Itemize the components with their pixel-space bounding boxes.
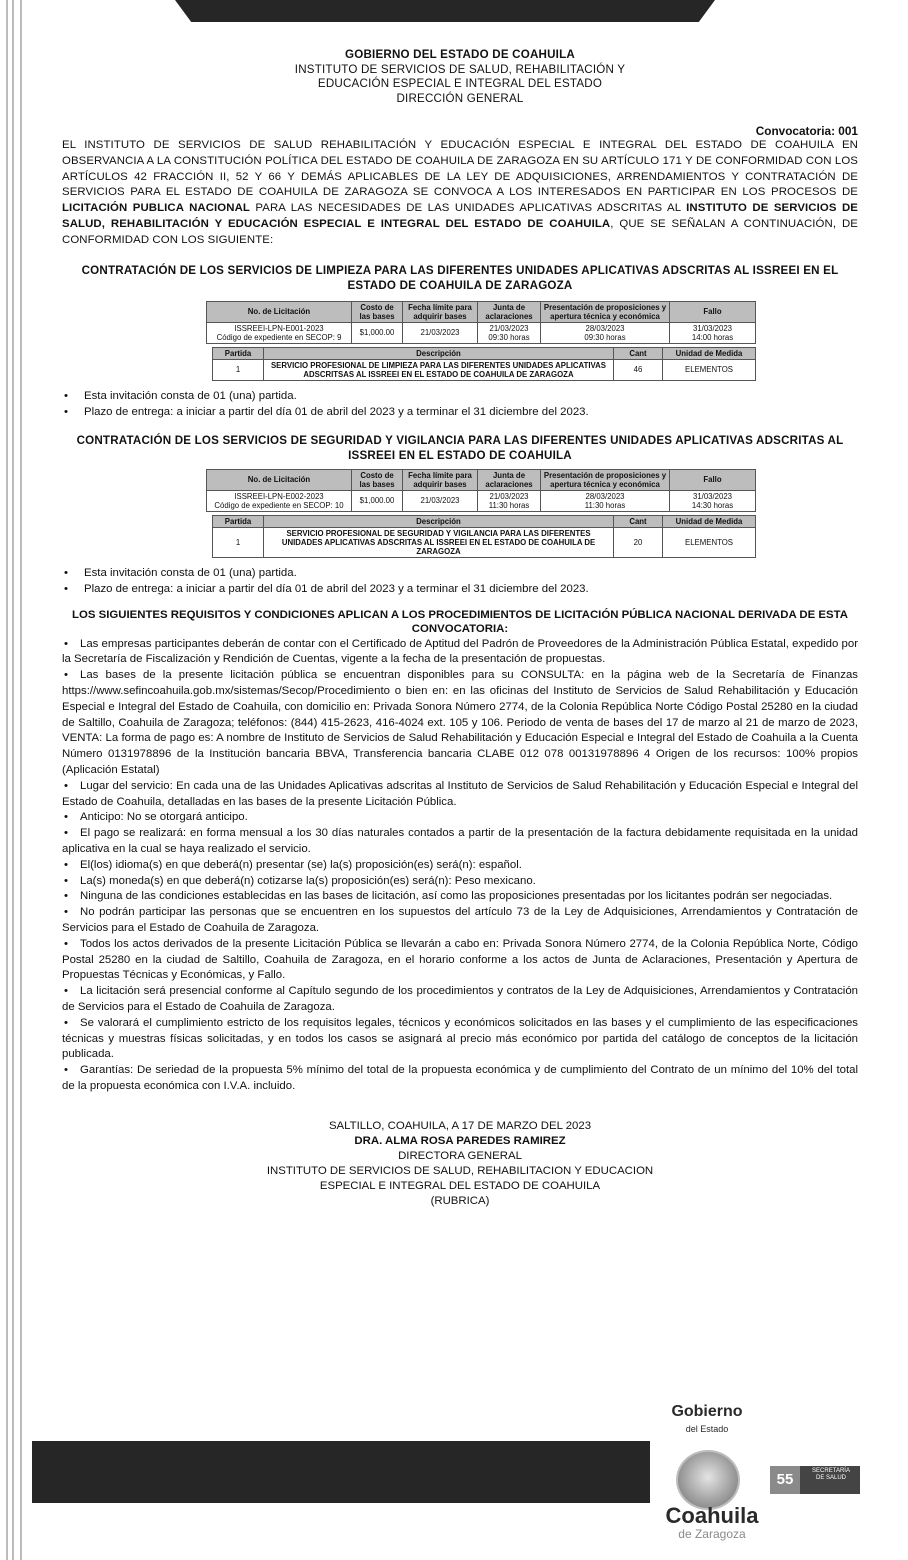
header-institute-2: EDUCACIÓN ESPECIAL E INTEGRAL DEL ESTADO bbox=[317, 77, 603, 90]
secretaria-badge: SECRETARÍA DE SALUD bbox=[812, 1468, 850, 1481]
list-item: • El(los) idioma(s) en que deberá(n) presentar (se) la(s) proposición(es) será(n): español. bbox=[62, 858, 858, 874]
table-cell bbox=[670, 490, 756, 511]
junta-date: 21/03/2023 bbox=[489, 491, 529, 501]
coahuila-logo-text: Coahuila bbox=[665, 1503, 759, 1528]
intro-text: EL INSTITUTO DE SERVICIOS DE SALUD REHABILITACIÓN Y EDUCACIÓN ESPECIAL E INTEGRAL DEL ESTADO DE COAHUILA EN OBSERVANCIA A LA CONSTITUCIÓN POLÍTICA DEL ESTADO DE COAHUILA DE ZARAGOZA EN SU ARTÍCULO 171 Y DE CONFORMIDAD CON LOS ARTÍCULOS 42 FRACCIÓN II, 52 Y 66 Y DEMÁS APLICABLES DE LA LEY DE ADQUISICIONES, ARRENDAMIENTOS Y CONTRATACIÓN DE SERVICIOS PARA EL ESTADO DE COAHUILA DE ZARAGOZA SE CONVOCA A LOS INTERESADOS EN PARTICIPAR EN LOS PROCESOS DE bbox=[62, 139, 858, 199]
junta-time: 09:30 horas bbox=[488, 332, 530, 342]
signer-name: DRA. ALMA ROSA PAREDES RAMIREZ bbox=[354, 1134, 566, 1147]
col-header: Partida bbox=[213, 347, 264, 359]
requirements-list bbox=[62, 637, 858, 1095]
table-row bbox=[207, 490, 756, 511]
col-header: Unidad de Medida bbox=[663, 347, 756, 359]
expediente-code: Código de expediente en SECOP: 10 bbox=[214, 500, 344, 510]
col-header: No. de Licitación bbox=[207, 469, 352, 490]
list-item: • Garantías: De seriedad de la propuesta 5% mínimo del total de la propuesta económica y de cumplimiento del Contrato de un mínimo del 10% del total de la propuesta económica con I.V.A. incluido. bbox=[62, 1063, 858, 1095]
col-header: Fallo bbox=[670, 301, 756, 322]
header-government: GOBIERNO DEL ESTADO DE COAHUILA bbox=[345, 48, 575, 61]
licitacion-number: ISSREEI-LPN-E002-2023 bbox=[234, 491, 324, 501]
fallo-date: 31/03/2023 bbox=[692, 323, 733, 333]
presentacion-date: 28/03/2023 bbox=[585, 491, 625, 501]
list-item: • Las bases de la presente licitación pública se encuentran disponibles para su CONSULTA: en la página web de la Secretaría de Finanzas https://www.sefincoahuila.gob.mx/sistemas/Secop/Procedimiento o bien en: en las oficinas del Instituto de Servicios de Salud Rehabilitación y Educación Especial e Integral del Estado de Coahuila, con domicilio en: Privada Sonora Número 2774, de la Colonia República Norte Código Postal 25280 en la ciudad de Saltillo, Coahuila de Zaragoza; teléfonos: (844) 415-2623, 416-4024 ext. 105 y 106. Periodo de venta de bases del 17 de marzo al 21 de marzo de 2023, VENTA: La forma de pago es: A nombre de Instituto de Servicios de Salud Rehabilitación y Educación Especial e Integral del Estado de Coahuila a la Cuenta Número 0131978896 de la Institución bancaria BBVA, Transferencia bancaria CLABE 012 078 00131978896 4 Origen de los recursos: 100% propios (Aplicación Estatal) bbox=[62, 668, 858, 779]
table-row bbox=[213, 527, 756, 557]
col-header: Unidad de Medida bbox=[663, 515, 756, 527]
presentacion-date: 28/03/2023 bbox=[585, 323, 625, 333]
col-header: Junta de aclaraciones bbox=[478, 301, 541, 322]
list-item: • No podrán participar las personas que se encuentren en los supuestos del artículo 73 de la Ley de Adquisiciones, Arrendamientos y Contratación de Servicios para el Estado de Coahuila de Zaragoza. bbox=[62, 905, 858, 937]
fallo-time: 14:00 horas bbox=[691, 332, 734, 342]
section-notes bbox=[62, 389, 858, 421]
table-cell: 21/03/2023 bbox=[403, 322, 478, 343]
list-item: • Esta invitación consta de 01 (una) partida. bbox=[62, 389, 858, 405]
document-page bbox=[62, 48, 858, 1209]
gobierno-logo bbox=[662, 1404, 752, 1437]
table-cell bbox=[478, 322, 541, 343]
table-cell bbox=[207, 490, 352, 511]
list-item: • Lugar del servicio: En cada una de las Unidades Aplicativas adscritas al Instituto de Servicios de Salud Rehabilitación y Educación Especial e Integral del Estado de Coahuila, detalladas en las bases de la presente Licitación Pública. bbox=[62, 779, 858, 811]
partida-table bbox=[212, 347, 756, 381]
table-cell: SERVICIO PROFESIONAL DE SEGURIDAD Y VIGILANCIA PARA LAS DIFERENTES UNIDADES APLICATIVAS ADSCRITAS AL ISSREEI EN EL ESTADO DE COAHUILA DE ZARAGOZA bbox=[264, 527, 614, 557]
list-item: • Anticipo: No se otorgará anticipo. bbox=[62, 810, 858, 826]
table-cell: 21/03/2023 bbox=[403, 490, 478, 511]
col-header: Presentación de proposiciones y apertura técnica y económica bbox=[541, 469, 670, 490]
col-header: Costo de las bases bbox=[352, 301, 403, 322]
table-cell bbox=[670, 322, 756, 343]
footer-band bbox=[32, 1441, 650, 1503]
col-header: Fecha límite para adquirir bases bbox=[403, 469, 478, 490]
col-header: Cant bbox=[614, 347, 663, 359]
table-cell: 20 bbox=[614, 527, 663, 557]
table-header-row bbox=[207, 469, 756, 490]
table-cell bbox=[541, 322, 670, 343]
header-institute: INSTITUTO DE SERVICIOS DE SALUD, REHABILITACIÓN Y bbox=[294, 62, 626, 76]
list-item: • La licitación será presencial conforme al Capítulo segundo de los procedimientos y contratos de la Ley de Adquisiciones, Arrendamientos y Contratación de Servicios para el Estado de Coahuila de Zaragoza. bbox=[62, 984, 858, 1016]
list-item: • Todos los actos derivados de la presente Licitación Pública se llevarán a cabo en: Privada Sonora Número 2774, de la Colonia República Norte, Código Postal 25280 en la ciudad de Saltillo, Coahuila de Zaragoza, en el horario conforme a los actos de Junta de Aclaraciones, Presentación y Apertura de Propuestas Técnicas y Económicas, y Fallo. bbox=[62, 937, 858, 984]
col-header: Descripción bbox=[264, 515, 614, 527]
logo-text: Gobierno bbox=[671, 1403, 743, 1420]
list-item: • Las empresas participantes deberán de contar con el Certificado de Aptitud del Padrón de Proveedores de la Administración Pública Estatal, expedido por la Secretaría de Fiscalización y Rendición de Cuentas, vigente a la fecha de la presentación de propuestas. bbox=[62, 637, 858, 669]
list-item: • Se valorará el cumplimiento estricto de los requisitos legales, técnicos y económicos solicitados en las bases y el cumplimiento de las especificaciones técnicas y muestras físicas solicitadas, y en todos los casos se asignará al precio más económico por partida del catálogo de conceptos de la licitación publicada. bbox=[62, 1016, 858, 1063]
table-row bbox=[213, 359, 756, 380]
table-cell bbox=[541, 490, 670, 511]
intro-text: PARA LAS NECESIDADES DE LAS UNIDADES APLICATIVAS ADSCRITAS AL bbox=[249, 202, 687, 215]
table-cell: 1 bbox=[213, 527, 264, 557]
fallo-date: 31/03/2023 bbox=[692, 491, 733, 501]
page-number-badge: 55 bbox=[770, 1466, 800, 1494]
list-item: • Plazo de entrega: a iniciar a partir del día 01 de abril del 2023 y a terminar el 31 diciembre del 2023. bbox=[62, 582, 858, 598]
section-title: CONTRATACIÓN DE LOS SERVICIOS DE LIMPIEZA PARA LAS DIFERENTES UNIDADES APLICATIVAS ADSCRITAS AL ISSREEI EN EL ESTADO DE COAHUILA DE ZARAGOZA bbox=[81, 263, 839, 292]
col-header: Descripción bbox=[264, 347, 614, 359]
table-cell: $1,000.00 bbox=[352, 322, 403, 343]
table-cell: ELEMENTOS bbox=[663, 527, 756, 557]
tender-table bbox=[206, 469, 756, 512]
col-header: Cant bbox=[614, 515, 663, 527]
table-header-row bbox=[213, 515, 756, 527]
signer-role: DIRECTORA GENERAL bbox=[398, 1149, 522, 1162]
requirements-title: LOS SIGUIENTES REQUISITOS Y CONDICIONES APLICAN A LOS PROCEDIMIENTOS DE LICITACIÓN PÚBLICA NACIONAL DERIVADA DE ESTA CONVOCATORIA: bbox=[72, 608, 848, 636]
signer-org: INSTITUTO DE SERVICIOS DE SALUD, REHABILITACION Y EDUCACION bbox=[266, 1164, 654, 1177]
table-cell: 1 bbox=[213, 359, 264, 380]
expediente-code: Código de expediente en SECOP: 9 bbox=[216, 332, 342, 342]
section-title: CONTRATACIÓN DE LOS SERVICIOS DE SEGURIDAD Y VIGILANCIA PARA LAS DIFERENTES UNIDADES APLICATIVAS ADSCRITAS AL ISSREEI EN EL ESTADO DE COAHUILA bbox=[76, 433, 844, 462]
col-header: Costo de las bases bbox=[352, 469, 403, 490]
list-item: • Plazo de entrega: a iniciar a partir del día 01 de abril del 2023 y a terminar el 31 diciembre del 2023. bbox=[62, 405, 858, 421]
section-notes bbox=[62, 566, 858, 598]
table-cell: ELEMENTOS bbox=[663, 359, 756, 380]
partida-table bbox=[212, 515, 756, 558]
table-cell bbox=[207, 322, 352, 343]
zaragoza-logo-text: de Zaragoza bbox=[678, 1527, 746, 1541]
table-cell: 46 bbox=[614, 359, 663, 380]
list-item: • La(s) moneda(s) en que deberá(n) cotizarse la(s) proposición(es) será(n): Peso mexicano. bbox=[62, 874, 858, 890]
tender-table bbox=[206, 301, 756, 344]
intro-text: , QUE SE SEÑALAN A CONTINUACIÓN, DE CONFORMIDAD CON LOS SIGUIENTE: bbox=[62, 217, 858, 246]
intro-bold-text: LICITACIÓN PUBLICA NACIONAL bbox=[62, 202, 250, 215]
junta-time: 11:30 horas bbox=[488, 500, 530, 510]
table-cell bbox=[478, 490, 541, 511]
junta-date: 21/03/2023 bbox=[489, 323, 529, 333]
table-header-row bbox=[213, 347, 756, 359]
presentacion-time: 09:30 horas bbox=[584, 332, 626, 342]
licitacion-number: ISSREEI-LPN-E001-2023 bbox=[234, 323, 324, 333]
table-cell: SERVICIO PROFESIONAL DE LIMPIEZA PARA LAS DIFERENTES UNIDADES APLICATIVAS ADSCRITSAS AL ISSREEI EN EL ESTADO DE COAHUILA DE ZARAGOZA bbox=[264, 359, 614, 380]
state-seal-icon bbox=[676, 1450, 740, 1510]
table-row bbox=[207, 322, 756, 343]
left-margin-rule bbox=[12, 0, 14, 1560]
top-tab-decoration bbox=[175, 0, 715, 22]
header-direction: DIRECCIÓN GENERAL bbox=[396, 91, 524, 105]
col-header: Fecha límite para adquirir bases bbox=[403, 301, 478, 322]
intro-paragraph bbox=[62, 138, 858, 249]
col-header: Presentación de proposiciones y apertura técnica y económica bbox=[541, 301, 670, 322]
col-header: Partida bbox=[213, 515, 264, 527]
col-header: Junta de aclaraciones bbox=[478, 469, 541, 490]
left-margin-rule bbox=[20, 0, 22, 1560]
document-header bbox=[62, 48, 858, 106]
signer-org-2: ESPECIAL E INTEGRAL DEL ESTADO DE COAHUILA bbox=[319, 1179, 601, 1192]
list-item: • Esta invitación consta de 01 (una) partida. bbox=[62, 566, 858, 582]
col-header: Fallo bbox=[670, 469, 756, 490]
logo-text: del Estado bbox=[685, 1424, 729, 1434]
place-date: SALTILLO, COAHUILA, A 17 DE MARZO DEL 2023 bbox=[328, 1119, 592, 1132]
fallo-time: 14:30 horas bbox=[691, 500, 734, 510]
intro-bold-text: INSTITUTO DE SERVICIOS DE SALUD, REHABILITACIÓN Y EDUCACIÓN ESPECIAL E INTEGRAL DEL ESTADO DE COAHUILA bbox=[62, 202, 858, 230]
table-cell: $1,000.00 bbox=[352, 490, 403, 511]
list-item: • Ninguna de las condiciones establecidas en las bases de licitación, así como las proposiciones presentadas por los licitantes podrán ser negociadas. bbox=[62, 889, 858, 905]
presentacion-time: 11:30 horas bbox=[584, 500, 626, 510]
table-header-row bbox=[207, 301, 756, 322]
signature-block bbox=[62, 1119, 858, 1209]
convocatoria-number: Convocatoria: 001 bbox=[755, 124, 858, 138]
left-margin-rule bbox=[6, 0, 8, 1560]
rubrica: (RUBRICA) bbox=[430, 1194, 490, 1207]
col-header: No. de Licitación bbox=[207, 301, 352, 322]
list-item: • El pago se realizará: en forma mensual a los 30 días naturales contados a partir de la presentación de la factura debidamente requisitada en la unidad aplicativa en la cual se haya realizado el servicio. bbox=[62, 826, 858, 858]
